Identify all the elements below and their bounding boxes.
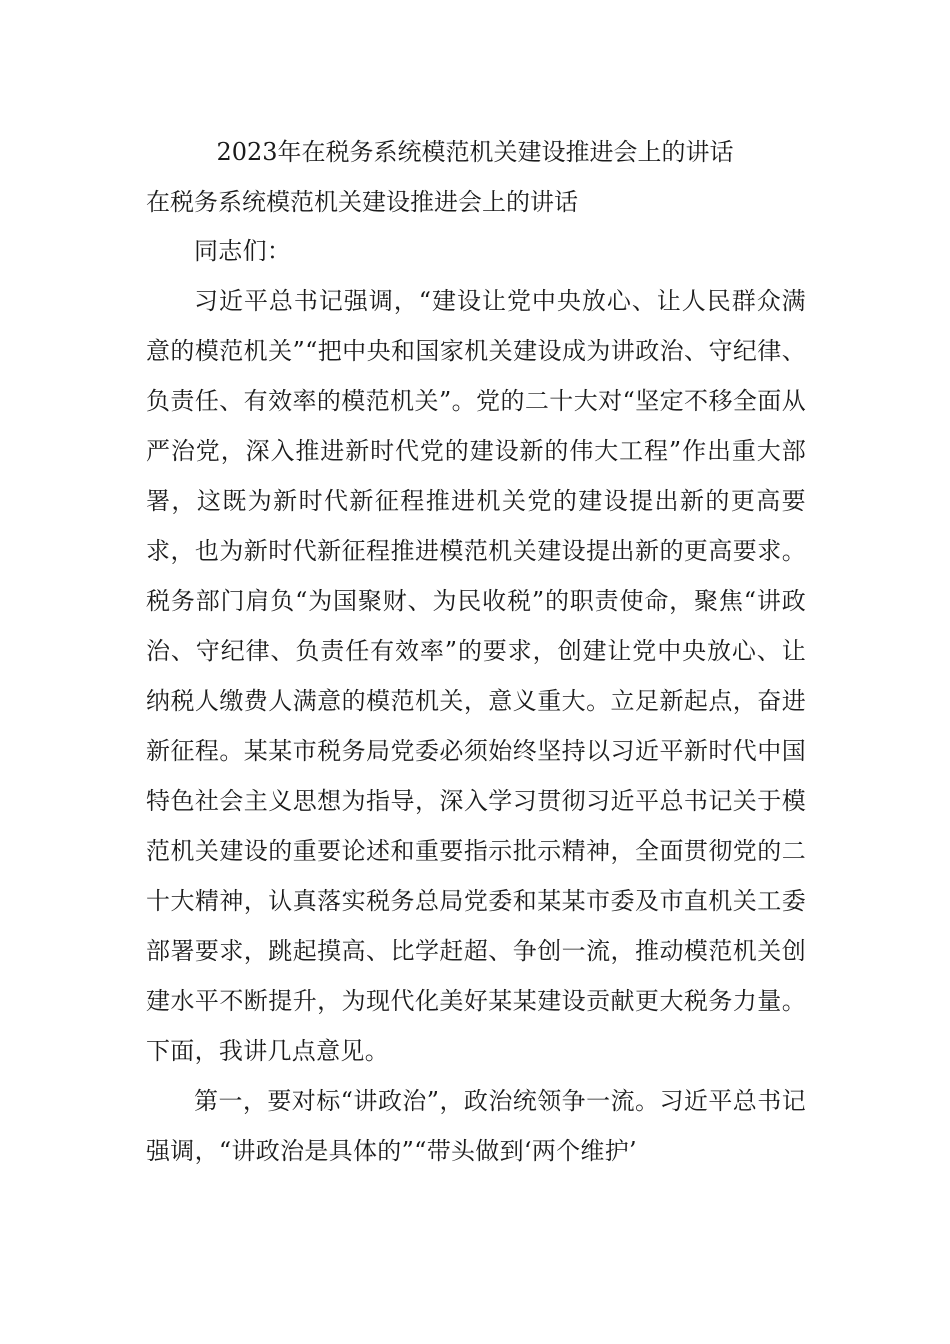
first-point-paragraph: 第一，要对标“讲政治”，政治统领争一流。习近平总书记强调，“讲政治是具体的”“带头做到‘两个维护’: [146, 1087, 806, 1165]
document-subtitle: 在税务系统模范机关建设推进会上的讲话: [146, 188, 578, 216]
document-body: [146, 226, 806, 1176]
salutation-paragraph: 同志们：: [194, 237, 292, 265]
document-title: 2023年在税务系统模范机关建设推进会上的讲话: [216, 138, 734, 166]
intro-paragraph: 习近平总书记强调，“建设让党中央放心、让人民群众满意的模范机关”“把中央和国家机关建设成为讲政治、守纪律、负责任、有效率的模范机关”。党的二十大对“坚定不移全面从严治党，深入推进新时代党的建设新的伟大工程”作出重大部署，这既为新时代新征程推进机关党的建设提出新的更高要求，也为新时代新征程推进模范机关建设提出新的更高要求。税务部门肩负“为国聚财、为民收税”的职责使命，聚焦“讲政治、守纪律、负责任有效率”的要求，创建让党中央放心、让纳税人缴费人满意的模范机关，意义重大。立足新起点，奋进新征程。某某市税务局党委必须始终坚持以习近平新时代中国特色社会主义思想为指导，深入学习贯彻习近平总书记关于模范机关建设的重要论述和重要指示批示精神，全面贯彻党的二十大精神，认真落实税务总局党委和某某市委及市直机关工委部署要求，跳起摸高、比学赶超、争创一流，推动模范机关创建水平不断提升，为现代化美好某某建设贡献更大税务力量。下面，我讲几点意见。: [146, 287, 806, 1065]
